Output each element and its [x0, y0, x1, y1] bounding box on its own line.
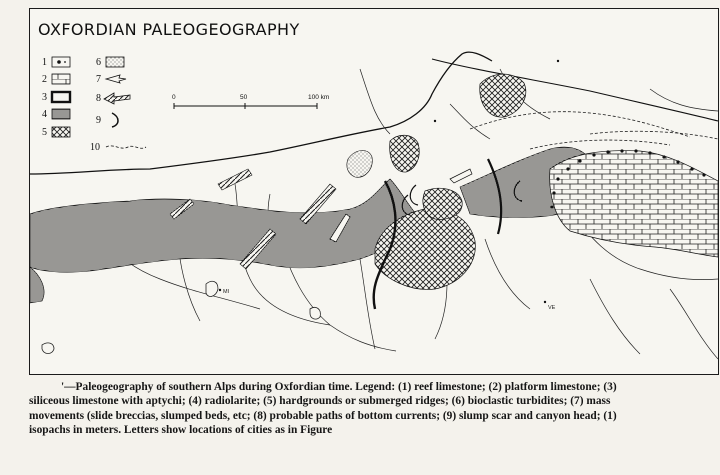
paleogeography-map: [29, 8, 719, 375]
radiolarite-area: [30, 179, 422, 272]
legend-number-2: 2: [42, 74, 47, 85]
scale-tick-50: 50: [240, 94, 248, 101]
map-title: OXFORDIAN PALEOGEOGRAPHY: [38, 20, 300, 39]
caption-line-3: movements (slide breccias, slumped beds, etc; (8) probable paths of bottom currents; (9) slump scar and canyon head; (1): [29, 409, 617, 422]
city-label-ve: VE: [548, 305, 556, 311]
legend-number-6: 6: [96, 57, 101, 68]
scale-bar: [172, 94, 342, 115]
scale-tick-0: 0: [172, 94, 176, 101]
caption-line-4: isopachs in meters. Letters show locations of cities as in Figure: [29, 423, 333, 436]
hardground-ne: [480, 74, 526, 117]
hardground-north: [390, 135, 420, 172]
lakes: [42, 281, 320, 353]
scale-tick-100km: 100 km: [308, 94, 330, 101]
city-label-mi: MI: [223, 289, 230, 295]
isopachs: [470, 112, 718, 149]
legend-number-10: 10: [90, 142, 100, 153]
legend-number-5: 5: [42, 127, 47, 138]
legend-number-4: 4: [42, 109, 47, 120]
legend-number-1: 1: [42, 57, 47, 68]
legend-number-8: 8: [96, 93, 101, 104]
map-drawing: [30, 9, 718, 374]
platform-limestone: [550, 151, 718, 257]
figure-caption: [29, 380, 719, 437]
legend-number-3: 3: [42, 92, 47, 103]
legend-number-9: 9: [96, 115, 101, 126]
caption-line-1: '—Paleogeography of southern Alps during Oxfordian time. Legend: (1) reef limestone; (2) platform limestone; (3): [61, 381, 617, 393]
caption-line-2: siliceous limestone with aptychi; (4) radiolarite; (5) hardgrounds or submerged ridges; (6) bioclastic turbidites; (7) mass: [29, 395, 611, 408]
legend-number-7: 7: [96, 74, 101, 85]
